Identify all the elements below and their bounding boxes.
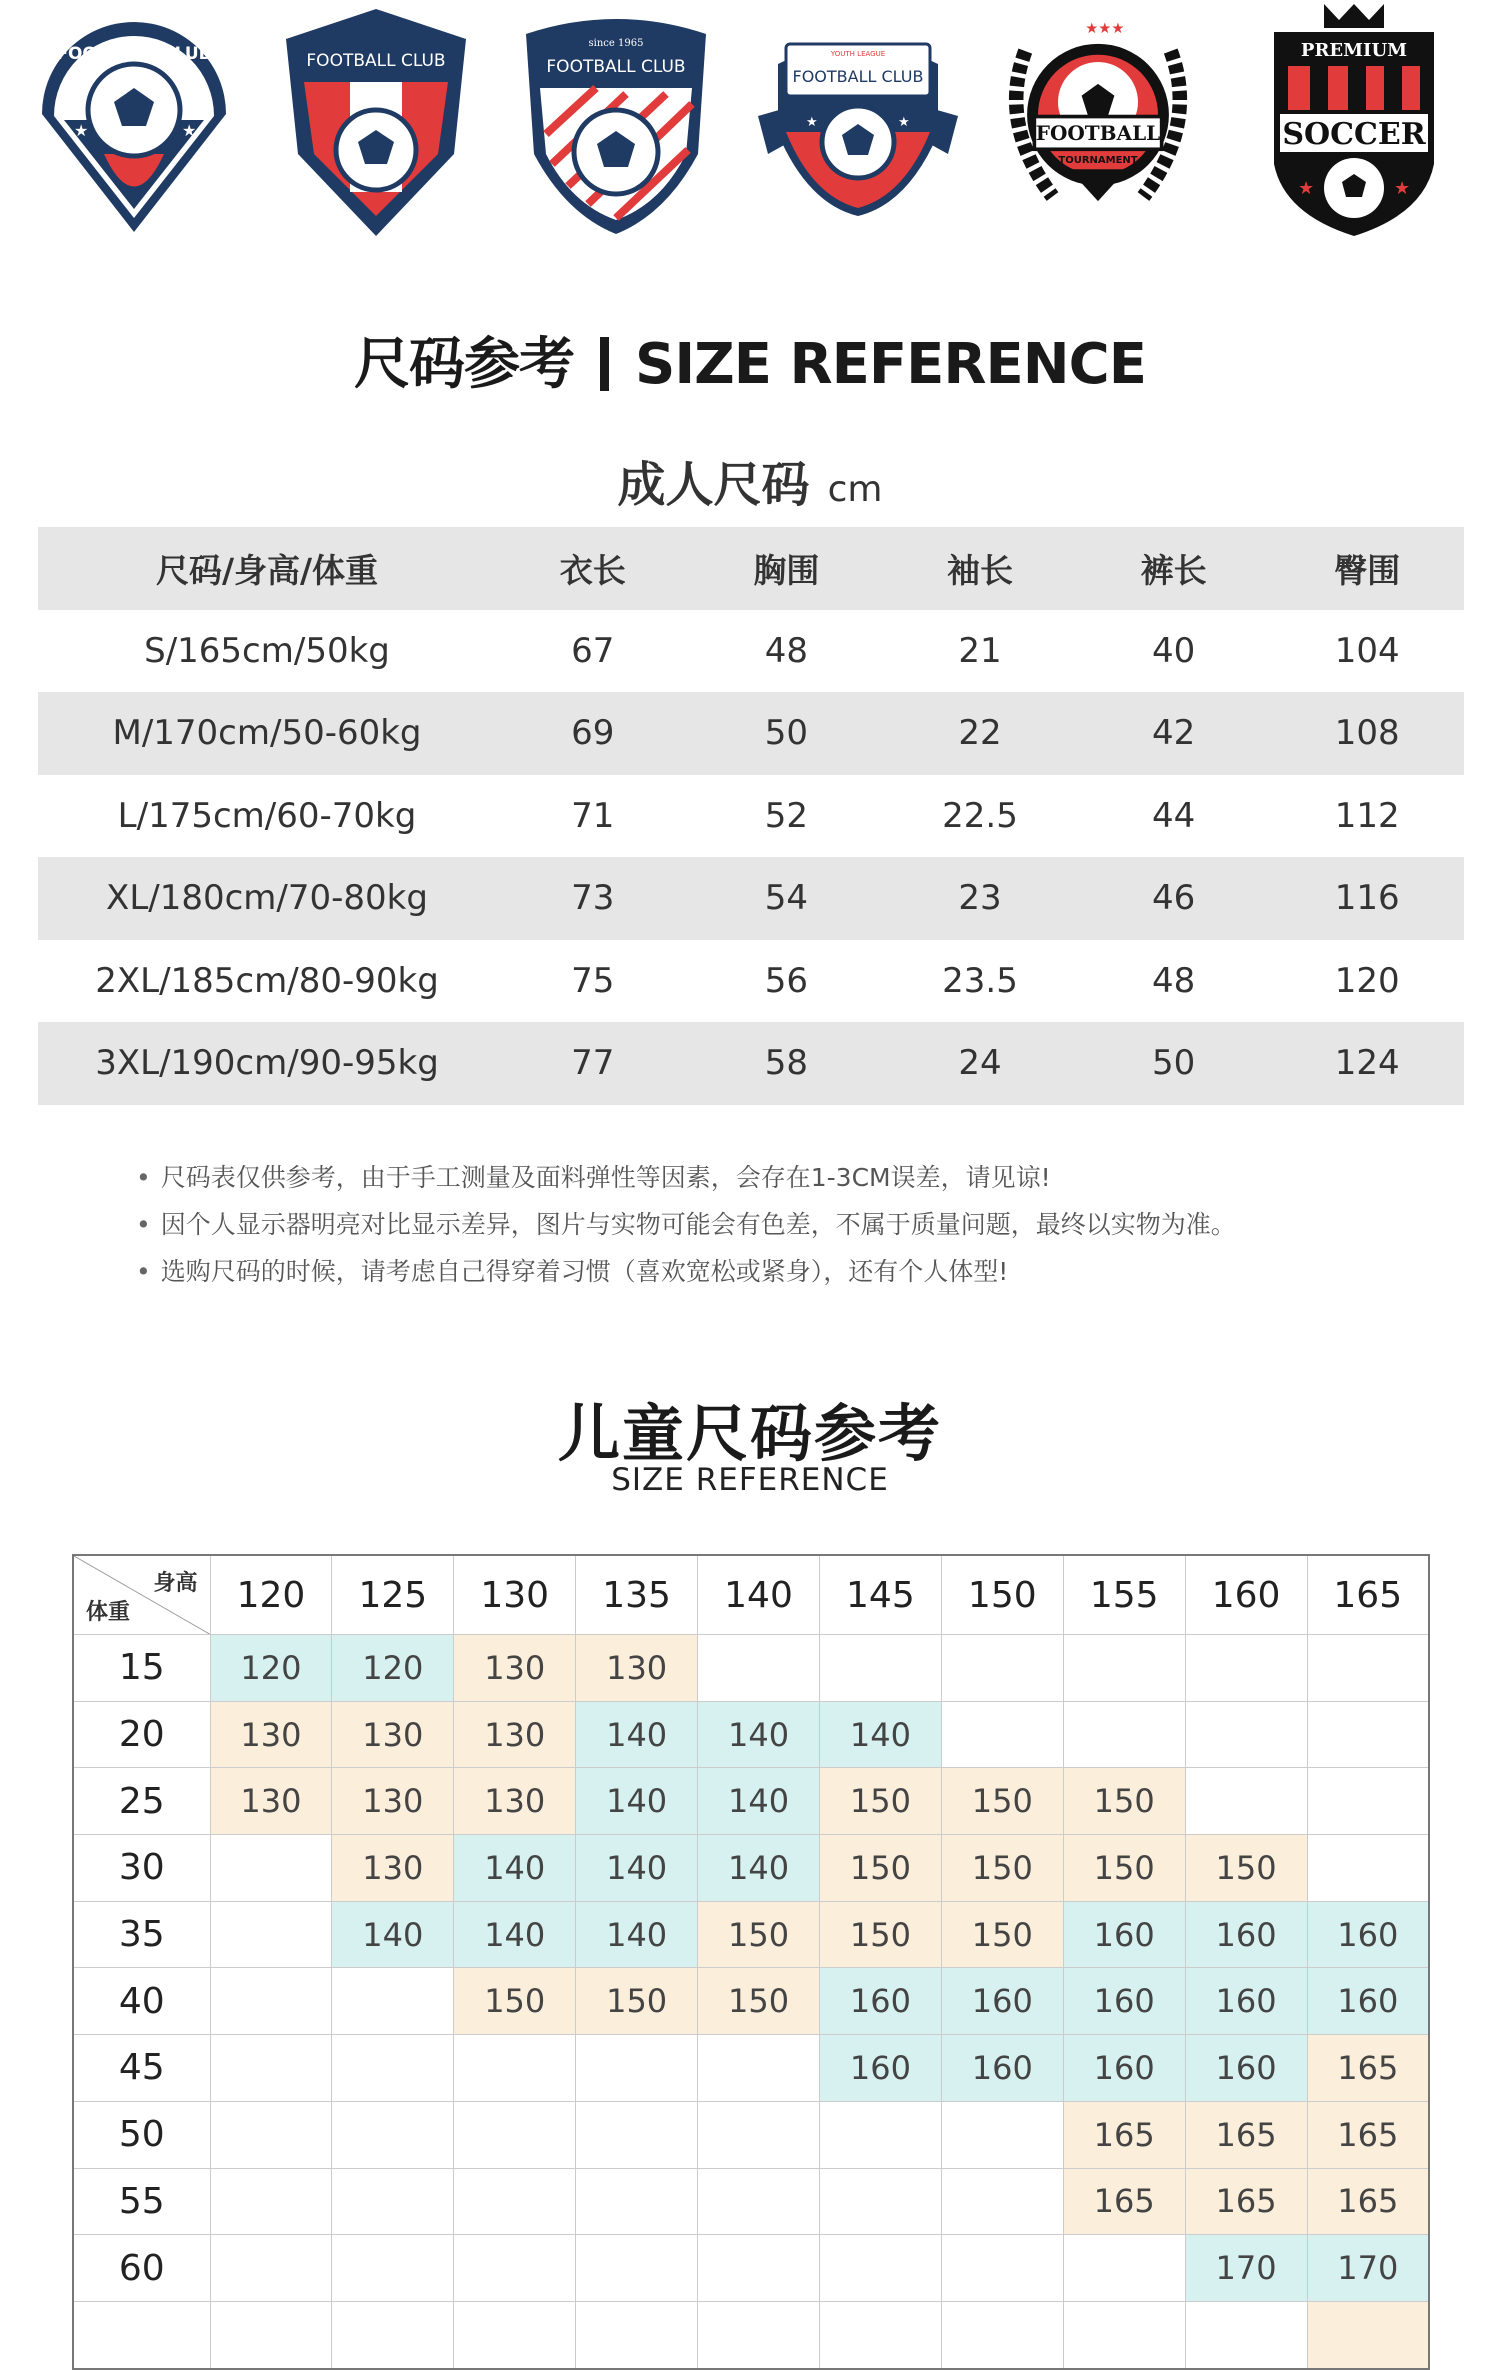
size-cell: 130 (332, 1835, 454, 1902)
note-item: • 尺码表仅供参考，由于手工测量及面料弹性等因素，会存在1-3CM误差，请见谅! (136, 1154, 1386, 1201)
size-cell: 140 (454, 1901, 576, 1968)
adult-table-row (38, 775, 1464, 858)
logo-5-text: FOOTBALL (1035, 121, 1161, 146)
kids-grid-row (73, 1901, 1429, 1968)
size-label-cell: XL/180cm/70-80kg (38, 857, 496, 940)
size-cell: 165 (1185, 2101, 1307, 2168)
kids-grid-row (73, 1635, 1429, 1702)
logo-4-text: FOOTBALL CLUB (792, 67, 924, 86)
kids-corner-cell (73, 1555, 210, 1635)
measure-cell: 54 (690, 857, 884, 940)
adult-header-row (38, 527, 1464, 610)
adult-table-row (38, 610, 1464, 693)
corner-weight-label: 体重 (86, 1600, 131, 1625)
size-cell: 170 (1185, 2235, 1307, 2302)
kids-grid-row (73, 2235, 1429, 2302)
size-cell (454, 2101, 576, 2168)
size-cell: 165 (1063, 2168, 1185, 2235)
size-cell: 150 (819, 1835, 941, 1902)
size-cell: 150 (941, 1835, 1063, 1902)
logo-5-subtext: TOURNAMENT (1058, 154, 1138, 166)
size-cell (1063, 1701, 1185, 1768)
size-cell (454, 2301, 576, 2368)
size-cell: 160 (1185, 1968, 1307, 2035)
size-cell: 140 (698, 1768, 820, 1835)
adult-header-cell: 臀围 (1270, 527, 1464, 610)
size-cell: 150 (941, 1768, 1063, 1835)
size-cell (941, 2101, 1063, 2168)
logo-6-text: SOCCER (1282, 117, 1426, 152)
size-cell (1063, 2235, 1185, 2302)
adult-unit: cm (827, 469, 883, 510)
size-cell (941, 2168, 1063, 2235)
measure-cell: 112 (1334, 795, 1400, 836)
svg-text:★: ★ (182, 121, 197, 140)
size-cell (210, 1901, 332, 1968)
size-cell (210, 1835, 332, 1902)
weight-header-cell: 60 (73, 2235, 210, 2302)
size-cell (454, 2235, 576, 2302)
measure-cell: 40 (1151, 630, 1196, 671)
size-cell (332, 2101, 454, 2168)
height-header-cell: 150 (941, 1555, 1063, 1635)
premium-soccer-badge (1254, 4, 1454, 240)
weight-header-cell (73, 2301, 210, 2368)
size-cell (454, 2168, 576, 2235)
kids-grid-row (73, 1701, 1429, 1768)
svg-text:★★★: ★★★ (1085, 20, 1125, 37)
size-cell: 130 (210, 1701, 332, 1768)
weight-header-cell: 20 (73, 1701, 210, 1768)
size-cell (819, 2168, 941, 2235)
height-header-cell: 155 (1063, 1555, 1185, 1635)
size-cell (941, 1701, 1063, 1768)
svg-text:★: ★ (1298, 178, 1315, 199)
weight-header-cell: 45 (73, 2035, 210, 2102)
size-cell: 150 (1063, 1835, 1185, 1902)
adult-title: 成人尺码 (617, 457, 810, 513)
height-header-cell: 130 (454, 1555, 576, 1635)
size-cell: 140 (576, 1901, 698, 1968)
measure-cell: 23.5 (942, 960, 1018, 1001)
adult-header-cell: 裤长 (1077, 527, 1271, 610)
size-cell: 170 (1307, 2235, 1429, 2302)
size-cell (1307, 2301, 1429, 2368)
size-cell: 120 (332, 1635, 454, 1702)
size-cell: 130 (454, 1635, 576, 1702)
size-label-cell: M/170cm/50-60kg (38, 692, 496, 775)
size-cell (576, 2235, 698, 2302)
size-cell (1307, 1835, 1429, 1902)
size-cell: 130 (210, 1768, 332, 1835)
size-cell (819, 2235, 941, 2302)
size-cell (210, 2035, 332, 2102)
weight-header-cell: 35 (73, 1901, 210, 1968)
size-cell (698, 2301, 820, 2368)
size-cell: 160 (1063, 1901, 1185, 1968)
size-cell: 160 (1063, 2035, 1185, 2102)
logo-2-text: FOOTBALL CLUB (306, 51, 446, 71)
page-title (0, 320, 1500, 400)
adult-header-cell: 尺码/身高/体重 (38, 527, 496, 610)
weight-header-cell: 15 (73, 1635, 210, 1702)
adult-size-table (38, 527, 1464, 1105)
measure-cell: 21 (958, 630, 1002, 671)
measure-cell: 104 (1334, 630, 1400, 671)
weight-header-cell: 30 (73, 1835, 210, 1902)
note-item: • 选购尺码的时候，请考虑自己得穿着习惯（喜欢宽松或紧身），还有个人体型! (136, 1248, 1386, 1295)
logo-strip (0, 0, 1500, 250)
size-cell: 160 (1307, 1901, 1429, 1968)
size-cell (1185, 1768, 1307, 1835)
size-cell (819, 1635, 941, 1702)
size-cell: 160 (941, 2035, 1063, 2102)
measure-cell: 44 (1151, 795, 1196, 836)
adult-table-row (38, 940, 1464, 1023)
size-cell (576, 2301, 698, 2368)
measure-cell: 69 (496, 692, 690, 775)
size-cell: 120 (210, 1635, 332, 1702)
kids-size-grid (72, 1554, 1430, 2370)
svg-text:★: ★ (806, 115, 818, 130)
size-cell (819, 2101, 941, 2168)
size-cell (1185, 1701, 1307, 1768)
size-cell: 150 (1063, 1768, 1185, 1835)
size-cell: 130 (576, 1635, 698, 1702)
size-cell: 150 (941, 1901, 1063, 1968)
adult-table-row (38, 857, 1464, 940)
adult-header-cell: 袖长 (883, 527, 1077, 610)
logo-1-text: FOOTBALL CLUB (56, 44, 212, 64)
size-cell: 140 (576, 1701, 698, 1768)
size-cell: 140 (698, 1835, 820, 1902)
size-cell (1307, 1768, 1429, 1835)
height-header-cell: 125 (332, 1555, 454, 1635)
size-cell (210, 2101, 332, 2168)
youth-league-badge (758, 4, 958, 240)
size-cell: 160 (819, 2035, 941, 2102)
adult-section-title (0, 446, 1500, 515)
size-cell (698, 2101, 820, 2168)
svg-text:★: ★ (898, 115, 910, 130)
size-cell: 140 (576, 1768, 698, 1835)
size-notes (136, 1154, 1386, 1295)
height-header-cell: 135 (576, 1555, 698, 1635)
measure-cell: 24 (883, 1022, 1077, 1105)
height-header-cell: 160 (1185, 1555, 1307, 1635)
size-cell (941, 1635, 1063, 1702)
size-cell (332, 1968, 454, 2035)
measure-cell: 75 (571, 960, 615, 1001)
measure-cell: 50 (1077, 1022, 1271, 1105)
svg-text:★: ★ (1394, 178, 1411, 199)
size-cell: 150 (576, 1968, 698, 2035)
size-cell: 160 (1063, 1968, 1185, 2035)
kids-grid-row (73, 2101, 1429, 2168)
size-cell (210, 2301, 332, 2368)
title-cn: 尺码参考 (354, 332, 574, 397)
size-cell (576, 2101, 698, 2168)
size-cell: 165 (1307, 2101, 1429, 2168)
kids-title: 儿童尺码参考 (557, 1397, 942, 1470)
measure-cell: 22 (883, 692, 1077, 775)
measure-cell: 23 (883, 857, 1077, 940)
height-header-cell: 140 (698, 1555, 820, 1635)
measure-cell: 52 (764, 795, 809, 836)
size-cell (1307, 1635, 1429, 1702)
measure-cell: 48 (764, 630, 809, 671)
size-cell (210, 2168, 332, 2235)
logo-4-subtext: YOUTH LEAGUE (830, 50, 886, 58)
height-header-cell: 120 (210, 1555, 332, 1635)
height-header-cell: 165 (1307, 1555, 1429, 1635)
measure-cell: 108 (1270, 692, 1464, 775)
size-cell: 160 (941, 1968, 1063, 2035)
title-en: SIZE REFERENCE (635, 332, 1146, 397)
size-cell: 165 (1307, 2168, 1429, 2235)
measure-cell: 120 (1334, 960, 1400, 1001)
size-cell (1185, 1635, 1307, 1702)
weight-header-cell: 55 (73, 2168, 210, 2235)
kids-grid-row (73, 2301, 1429, 2368)
size-cell: 160 (1185, 1901, 1307, 1968)
weight-header-cell: 25 (73, 1768, 210, 1835)
size-cell: 130 (332, 1701, 454, 1768)
adult-table-row (38, 692, 1464, 775)
size-cell (941, 2301, 1063, 2368)
size-cell (1185, 2301, 1307, 2368)
measure-cell: 71 (571, 795, 615, 836)
measure-cell: 50 (690, 692, 884, 775)
size-cell (1307, 1701, 1429, 1768)
kids-grid-row (73, 1768, 1429, 1835)
size-label-cell: 2XL/185cm/80-90kg (95, 960, 439, 1001)
size-cell: 165 (1307, 2035, 1429, 2102)
football-tournament-laurel-badge (998, 4, 1198, 240)
size-cell: 130 (332, 1768, 454, 1835)
logo-3-text: FOOTBALL CLUB (546, 57, 686, 77)
adult-header-cell: 胸围 (690, 527, 884, 610)
size-cell (332, 2301, 454, 2368)
measure-cell: 46 (1077, 857, 1271, 940)
kids-header-row (73, 1555, 1429, 1635)
size-label-cell: L/175cm/60-70kg (117, 795, 417, 836)
size-cell (941, 2235, 1063, 2302)
kids-grid-row (73, 2168, 1429, 2235)
height-header-cell: 145 (819, 1555, 941, 1635)
size-cell: 150 (698, 1968, 820, 2035)
football-club-striped-badge (516, 4, 716, 240)
measure-cell: 73 (496, 857, 690, 940)
size-cell: 160 (1307, 1968, 1429, 2035)
kids-subtitle: SIZE REFERENCE (611, 1462, 889, 1498)
size-cell: 160 (1185, 2035, 1307, 2102)
size-cell (698, 2235, 820, 2302)
kids-grid-row (73, 2035, 1429, 2102)
size-cell: 140 (332, 1901, 454, 1968)
size-cell (1063, 2301, 1185, 2368)
size-cell: 140 (454, 1835, 576, 1902)
size-cell: 130 (454, 1768, 576, 1835)
size-cell: 130 (454, 1701, 576, 1768)
measure-cell: 56 (764, 960, 809, 1001)
measure-cell: 22.5 (942, 795, 1018, 836)
size-cell: 150 (1185, 1835, 1307, 1902)
football-club-shield-badge (276, 4, 476, 240)
measure-cell: 77 (496, 1022, 690, 1105)
size-cell: 165 (1063, 2101, 1185, 2168)
size-cell (332, 2035, 454, 2102)
measure-cell: 124 (1270, 1022, 1464, 1105)
kids-grid-row (73, 1835, 1429, 1902)
adult-table-row (38, 1022, 1464, 1105)
weight-header-cell: 50 (73, 2101, 210, 2168)
size-cell (332, 2235, 454, 2302)
measure-cell: 42 (1077, 692, 1271, 775)
size-cell: 160 (819, 1968, 941, 2035)
measure-cell: 58 (690, 1022, 884, 1105)
size-cell: 150 (819, 1768, 941, 1835)
adult-header-cell: 衣长 (496, 527, 690, 610)
size-cell (210, 2235, 332, 2302)
size-label-cell: S/165cm/50kg (144, 630, 390, 671)
size-cell: 165 (1185, 2168, 1307, 2235)
size-cell (576, 2035, 698, 2102)
size-cell: 140 (698, 1701, 820, 1768)
size-cell: 140 (576, 1835, 698, 1902)
size-cell (698, 1635, 820, 1702)
size-cell: 140 (819, 1701, 941, 1768)
svg-text:★: ★ (74, 121, 89, 140)
logo-6-subtext: PREMIUM (1300, 40, 1408, 61)
size-cell (1063, 1635, 1185, 1702)
kids-grid-row (73, 1968, 1429, 2035)
measure-cell: 116 (1270, 857, 1464, 940)
corner-height-label: 身高 (153, 1571, 198, 1596)
logo-3-subtext: since 1965 (588, 38, 644, 49)
title-separator (600, 337, 609, 391)
note-item: • 因个人显示器明亮对比显示差异，图片与实物可能会有色差，不属于质量问题，最终以实物为准。 (136, 1201, 1386, 1248)
size-cell: 150 (819, 1901, 941, 1968)
size-cell (819, 2301, 941, 2368)
measure-cell: 67 (571, 630, 615, 671)
size-cell (698, 2035, 820, 2102)
size-cell (576, 2168, 698, 2235)
size-cell: 150 (698, 1901, 820, 1968)
size-cell (332, 2168, 454, 2235)
size-cell (454, 2035, 576, 2102)
weight-header-cell: 40 (73, 1968, 210, 2035)
size-label-cell: 3XL/190cm/90-95kg (38, 1022, 496, 1105)
football-club-round-badge (34, 4, 234, 240)
size-cell (210, 1968, 332, 2035)
measure-cell: 48 (1151, 960, 1196, 1001)
size-cell (698, 2168, 820, 2235)
size-cell: 150 (454, 1968, 576, 2035)
